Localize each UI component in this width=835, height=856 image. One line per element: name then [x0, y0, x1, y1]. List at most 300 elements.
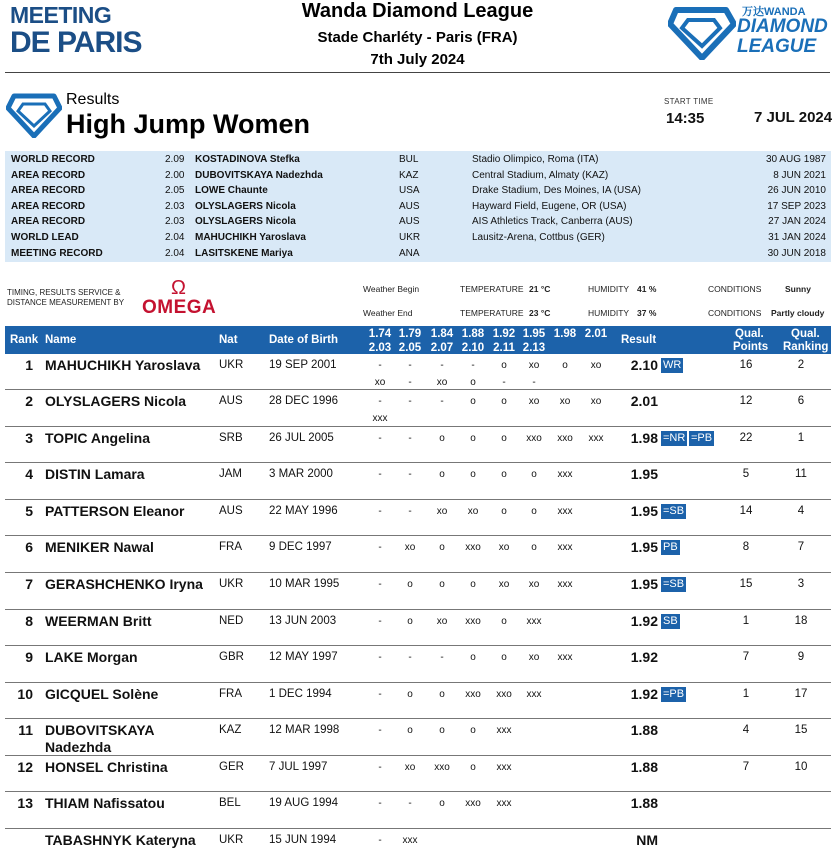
qual-ranking: 3	[797, 578, 805, 590]
qual-ranking: 7	[797, 541, 805, 553]
attempt: o	[531, 506, 537, 517]
qual-ranking: 18	[794, 615, 808, 627]
attempt: -	[440, 652, 444, 663]
qual-ranking: 2	[797, 359, 805, 371]
qual-points: 15	[739, 578, 753, 590]
qual-ranking: 4	[797, 505, 805, 517]
result-mark: 1.95	[630, 539, 658, 555]
qual-ranking: 9	[797, 651, 805, 663]
attempt: -	[378, 579, 382, 590]
result-mark: NM	[636, 832, 658, 848]
athlete-dob: 12 MAR 1998	[269, 724, 340, 736]
attempt: o	[407, 616, 413, 627]
attempt: -	[471, 360, 475, 371]
result-row	[5, 393, 831, 427]
attempt: -	[532, 377, 536, 388]
record-row	[5, 246, 831, 262]
athlete-name: TOPIC Angelina	[45, 430, 151, 446]
attempt: xo	[590, 396, 602, 407]
result-row	[5, 539, 831, 573]
rank: 3	[25, 430, 33, 446]
qual-points: 7	[742, 651, 750, 663]
athlete-name: GICQUEL Solène	[45, 686, 159, 702]
omega-icon: Ω	[171, 277, 186, 299]
attempt: xxo	[465, 689, 481, 700]
athlete-nat: UKR	[219, 359, 244, 371]
col-result: Result	[621, 334, 657, 346]
attempt: xxx	[496, 762, 512, 773]
rank: 8	[25, 613, 33, 629]
timing-line2: DISTANCE MEASUREMENT BY	[7, 298, 125, 307]
header-divider	[5, 72, 830, 73]
attempt: xxx	[557, 579, 573, 590]
attempt: -	[378, 433, 382, 444]
record-nat: UKR	[399, 232, 421, 243]
record-date: 17 SEP 2023	[767, 200, 826, 212]
row-divider	[5, 682, 831, 683]
record-venue: Central Stadium, Almaty (KAZ)	[472, 169, 609, 181]
record-mark: 2.03	[165, 216, 185, 228]
attempt: o	[470, 469, 476, 480]
result-row	[5, 832, 831, 856]
record-date: 27 JAN 2024	[768, 216, 826, 228]
attempt: o	[439, 579, 445, 590]
result-mark: 1.98	[630, 430, 658, 446]
rank: 11	[18, 722, 33, 738]
rank: 4	[25, 466, 33, 482]
attempt: -	[408, 469, 412, 480]
page-title: Wanda Diamond League	[301, 0, 534, 22]
athlete-name: OLYSLAGERS Nicola	[45, 393, 187, 409]
record-venue: Stadio Olimpico, Roma (ITA)	[472, 154, 599, 165]
row-divider	[5, 426, 831, 427]
attempt: xo	[467, 506, 479, 517]
athlete-nat: UKR	[219, 578, 244, 590]
result-badge: =SB	[663, 505, 685, 517]
qual-points: 8	[742, 541, 750, 553]
qual-points: 22	[739, 432, 753, 444]
athlete-dob: 26 JUL 2005	[269, 432, 334, 444]
record-mark: 2.09	[165, 154, 185, 165]
attempt: -	[408, 652, 412, 663]
attempt: o	[562, 360, 568, 371]
record-type: AREA RECORD	[11, 169, 86, 181]
record-nat: ANA	[399, 247, 420, 259]
attempt: o	[439, 469, 445, 480]
record-date: 30 JUN 2018	[767, 247, 826, 259]
result-row	[5, 466, 831, 500]
athlete-dob: 19 SEP 2001	[269, 359, 337, 371]
result-row	[5, 357, 831, 391]
attempt: o	[470, 762, 476, 773]
row-divider	[5, 499, 831, 500]
result-mark: 1.92	[630, 613, 658, 629]
record-nat: BUL	[399, 154, 419, 165]
result-badge: =PB	[663, 688, 685, 700]
athlete-nat: KAZ	[219, 724, 242, 736]
row-divider	[5, 645, 831, 646]
attempt: xxx	[372, 413, 388, 424]
attempt: -	[408, 798, 412, 809]
start-date: 7 JUL 2024	[754, 109, 833, 126]
record-venue: AIS Athletics Track, Canberra (AUS)	[472, 216, 633, 228]
attempt: -	[378, 616, 382, 627]
attempt: -	[378, 798, 382, 809]
record-type: AREA RECORD	[11, 216, 86, 228]
attempt: o	[439, 542, 445, 553]
attempt: xo	[528, 360, 540, 371]
col-name: Name	[45, 334, 77, 346]
weather-end-temp: 23 °C	[529, 308, 551, 318]
attempt: xo	[404, 542, 416, 553]
result-row	[5, 503, 831, 537]
attempt: o	[501, 506, 507, 517]
attempt: -	[378, 652, 382, 663]
attempt: xxo	[496, 689, 512, 700]
attempt: o	[470, 725, 476, 736]
record-mark: 2.05	[165, 185, 185, 197]
row-divider	[5, 609, 831, 610]
rank: 9	[25, 649, 33, 665]
record-row	[5, 183, 831, 199]
attempt: o	[501, 360, 507, 371]
height-header: 1.84	[430, 328, 454, 340]
row-divider	[5, 718, 831, 719]
row-divider	[5, 828, 831, 829]
athlete-name: TABASHNYK Kateryna	[45, 832, 196, 848]
qual-points: 1	[742, 615, 750, 627]
result-mark: 1.92	[630, 649, 658, 665]
athlete-name: HONSEL Christina	[45, 759, 168, 775]
col-qual-points-2: Points	[733, 341, 769, 353]
record-mark: 2.04	[165, 232, 185, 243]
results-table-header	[5, 326, 831, 354]
attempt: xo	[374, 377, 386, 388]
rank: 13	[17, 795, 33, 811]
rank: 10	[17, 686, 33, 702]
weather-end-cond: Partly cloudy	[771, 308, 825, 318]
qual-points: 7	[742, 761, 750, 773]
athlete-nat: FRA	[219, 541, 242, 553]
weather-end-hum-label: HUMIDITY	[588, 308, 630, 318]
result-badge: SB	[663, 615, 678, 627]
col-qual-points: Qual.	[735, 328, 764, 340]
attempt: -	[378, 725, 382, 736]
attempt: xo	[498, 542, 510, 553]
attempt: xxx	[496, 798, 512, 809]
height-header: 2.05	[398, 342, 422, 354]
qual-points: 4	[742, 724, 750, 736]
athlete-dob: 13 JUN 2003	[269, 615, 337, 627]
attempt: o	[470, 579, 476, 590]
record-nat: AUS	[399, 216, 420, 228]
athlete-dob: 9 DEC 1997	[269, 541, 332, 553]
athlete-dob: 7 JUL 1997	[269, 761, 328, 773]
result-badge: =NR	[663, 432, 686, 444]
col-rank: Rank	[10, 334, 39, 346]
height-header: 1.88	[461, 328, 485, 340]
result-mark: 2.01	[630, 393, 658, 409]
result-row	[5, 795, 831, 829]
attempt: o	[501, 469, 507, 480]
record-holder: MAHUCHIKH Yaroslava	[195, 232, 306, 243]
record-holder: OLYSLAGERS Nicola	[195, 216, 296, 228]
attempt: xxx	[557, 542, 573, 553]
result-badge: =SB	[663, 578, 685, 590]
athlete-nat: UKR	[219, 834, 244, 846]
results-label: Results	[66, 91, 120, 108]
result-row	[5, 576, 831, 610]
athlete-nat: JAM	[219, 468, 242, 480]
attempt: xxx	[402, 835, 418, 846]
athlete-dob: 1 DEC 1994	[269, 688, 332, 700]
attempt: -	[502, 377, 506, 388]
weather-begin-hum: 41 %	[637, 284, 657, 294]
record-venue: Lausitz-Arena, Cottbus (GER)	[472, 232, 605, 243]
start-time-label: START TIME	[664, 97, 714, 106]
row-divider	[5, 535, 831, 536]
attempt: -	[408, 396, 412, 407]
qual-points: 1	[742, 688, 750, 700]
meeting-logo-line1: MEETING	[10, 2, 112, 28]
attempt: -	[378, 762, 382, 773]
attempt: xxo	[465, 616, 481, 627]
athlete-name: LAKE Morgan	[45, 649, 138, 665]
record-venue: Hayward Field, Eugene, OR (USA)	[472, 200, 627, 212]
height-header: 2.03	[368, 342, 392, 354]
attempt: o	[407, 725, 413, 736]
record-holder: LOWE Chaunte	[195, 185, 268, 197]
meeting-logo-line2: DE PARIS	[10, 26, 142, 59]
start-time: 14:35	[666, 110, 705, 127]
attempt: xxx	[526, 689, 542, 700]
athlete-nat: AUS	[219, 395, 243, 407]
attempt: -	[408, 377, 412, 388]
height-header: 1.92	[492, 328, 516, 340]
record-type: AREA RECORD	[11, 200, 86, 212]
weather-begin-cond-label: CONDITIONS	[708, 284, 762, 294]
rank: 12	[17, 759, 33, 775]
qual-ranking: 1	[797, 432, 805, 444]
qual-ranking: 10	[794, 761, 808, 773]
rank: 2	[25, 393, 33, 409]
result-badge: =PB	[691, 432, 713, 444]
record-mark: 2.04	[165, 247, 185, 259]
attempt: o	[531, 542, 537, 553]
attempt: -	[378, 506, 382, 517]
results-diamond-icon	[6, 92, 62, 138]
weather-end-hum: 37 %	[637, 308, 657, 318]
athlete-name: DUBOVITSKAYA Nadezhda	[45, 722, 154, 755]
records-table	[5, 151, 831, 262]
attempt: -	[378, 542, 382, 553]
record-mark: 2.00	[165, 169, 185, 181]
attempt: -	[408, 360, 412, 371]
record-holder: OLYSLAGERS Nicola	[195, 200, 296, 212]
weather-end-cond-label: CONDITIONS	[708, 308, 762, 318]
result-row	[5, 613, 831, 647]
attempt: o	[501, 396, 507, 407]
record-holder: KOSTADINOVA Stefka	[195, 154, 300, 165]
result-mark: 1.88	[630, 759, 658, 775]
attempt: -	[440, 360, 444, 371]
result-row	[5, 759, 831, 793]
result-mark: 1.88	[630, 722, 658, 738]
weather-begin-hum-label: HUMIDITY	[588, 284, 630, 294]
attempt: -	[378, 360, 382, 371]
attempt: xxo	[465, 542, 481, 553]
attempt: o	[470, 652, 476, 663]
qual-ranking: 6	[797, 395, 805, 407]
event-title: High Jump Women	[66, 109, 311, 139]
result-row	[5, 430, 831, 464]
record-nat: KAZ	[399, 169, 419, 181]
attempt: o	[501, 616, 507, 627]
record-nat: USA	[399, 185, 420, 197]
record-row	[5, 199, 831, 215]
attempt: xxx	[557, 652, 573, 663]
record-type: WORLD RECORD	[11, 154, 95, 165]
result-mark: 2.10	[630, 357, 658, 373]
weather-begin-cond: Sunny	[785, 284, 811, 294]
attempt: xxx	[496, 725, 512, 736]
athlete-name: PATTERSON Eleanor	[45, 503, 185, 519]
qual-ranking: 15	[794, 724, 808, 736]
qual-ranking: 11	[795, 468, 807, 480]
height-header: 1.79	[398, 328, 422, 340]
athlete-nat: BEL	[219, 797, 241, 809]
attempt: o	[470, 377, 476, 388]
weather-begin-temp: 21 °C	[529, 284, 551, 294]
rank: 5	[25, 503, 33, 519]
result-mark: 1.95	[630, 576, 658, 592]
record-holder: DUBOVITSKAYA Nadezhda	[195, 169, 323, 181]
record-row	[5, 230, 831, 246]
col-dob: Date of Birth	[269, 334, 338, 346]
attempt: xo	[528, 396, 540, 407]
result-badge: PB	[663, 541, 678, 553]
record-row	[5, 152, 831, 168]
athlete-name: MAHUCHIKH Yaroslava	[45, 357, 201, 373]
attempt: xo	[436, 377, 448, 388]
result-mark: 1.95	[630, 503, 658, 519]
attempt: xxo	[557, 433, 573, 444]
attempt: -	[440, 396, 444, 407]
rank: 6	[25, 539, 33, 555]
athlete-name: DISTIN Lamara	[45, 466, 145, 482]
attempt: -	[378, 469, 382, 480]
result-badge: WR	[663, 359, 682, 371]
athlete-name: WEERMAN Britt	[45, 613, 152, 629]
attempt: o	[439, 798, 445, 809]
attempt: xo	[436, 506, 448, 517]
timing-line1: TIMING, RESULTS SERVICE &	[7, 288, 121, 297]
record-row	[5, 214, 831, 230]
attempt: xo	[528, 579, 540, 590]
height-header: 1.95	[522, 328, 546, 340]
height-header: 2.11	[493, 342, 515, 354]
attempt: xxo	[434, 762, 450, 773]
weather-begin-temp-label: TEMPERATURE	[460, 284, 524, 294]
attempt: o	[439, 689, 445, 700]
attempt: o	[439, 433, 445, 444]
attempt: xxx	[557, 469, 573, 480]
record-date: 31 JAN 2024	[768, 232, 826, 243]
result-row	[5, 649, 831, 683]
record-type: AREA RECORD	[11, 185, 86, 197]
record-nat: AUS	[399, 200, 420, 212]
height-header: 2.01	[584, 328, 608, 340]
rank: 7	[25, 576, 33, 592]
athlete-nat: SRB	[219, 432, 243, 444]
attempt: o	[439, 725, 445, 736]
attempt: xo	[436, 616, 448, 627]
qual-ranking: 17	[794, 688, 808, 700]
athlete-nat: AUS	[219, 505, 243, 517]
timing-credit	[7, 288, 124, 308]
attempt: xo	[559, 396, 571, 407]
attempt: -	[408, 506, 412, 517]
attempt: -	[378, 396, 382, 407]
result-row	[5, 722, 831, 756]
stadium-label: Stade Charléty - Paris (FRA)	[317, 29, 518, 46]
record-row	[5, 168, 831, 184]
athlete-dob: 19 AUG 1994	[269, 797, 339, 809]
attempt: -	[378, 835, 382, 846]
meeting-date: 7th July 2024	[370, 51, 465, 68]
athlete-dob: 28 DEC 1996	[269, 395, 339, 407]
record-type: WORLD LEAD	[11, 232, 79, 243]
diamond-league-logo-icon	[668, 4, 736, 60]
height-header: 2.07	[430, 342, 454, 354]
attempt: xxx	[526, 616, 542, 627]
athlete-nat: FRA	[219, 688, 242, 700]
attempt: o	[470, 433, 476, 444]
attempt: -	[378, 689, 382, 700]
attempt: -	[408, 433, 412, 444]
qual-points: 5	[742, 468, 750, 480]
record-type: MEETING RECORD	[11, 247, 103, 259]
col-qual-ranking: Qual.	[791, 328, 820, 340]
dl-diamond-label: DIAMOND	[737, 16, 828, 37]
athlete-dob: 10 MAR 1995	[269, 578, 340, 590]
athlete-nat: GBR	[219, 651, 244, 663]
result-mark: 1.88	[630, 795, 658, 811]
record-mark: 2.03	[165, 200, 185, 212]
athlete-nat: NED	[219, 615, 244, 627]
result-mark: 1.95	[630, 466, 658, 482]
result-row	[5, 686, 831, 720]
col-qual-ranking-2: Ranking	[783, 341, 829, 353]
rank: 1	[25, 357, 33, 373]
omega-logo: OMEGA	[142, 297, 217, 318]
athlete-dob: 12 MAY 1997	[269, 651, 338, 663]
col-nat: Nat	[219, 334, 238, 346]
attempt: xxo	[465, 798, 481, 809]
result-mark: 1.92	[630, 686, 658, 702]
row-divider	[5, 572, 831, 573]
row-divider	[5, 462, 831, 463]
athlete-dob: 22 MAY 1996	[269, 505, 338, 517]
record-date: 30 AUG 1987	[765, 154, 826, 165]
attempt: xo	[528, 652, 540, 663]
weather-begin-label: Weather Begin	[363, 284, 420, 294]
height-header: 2.13	[522, 342, 546, 354]
attempt: o	[501, 433, 507, 444]
attempt: o	[407, 579, 413, 590]
athlete-name: THIAM Nafissatou	[45, 795, 165, 811]
attempt: o	[407, 689, 413, 700]
